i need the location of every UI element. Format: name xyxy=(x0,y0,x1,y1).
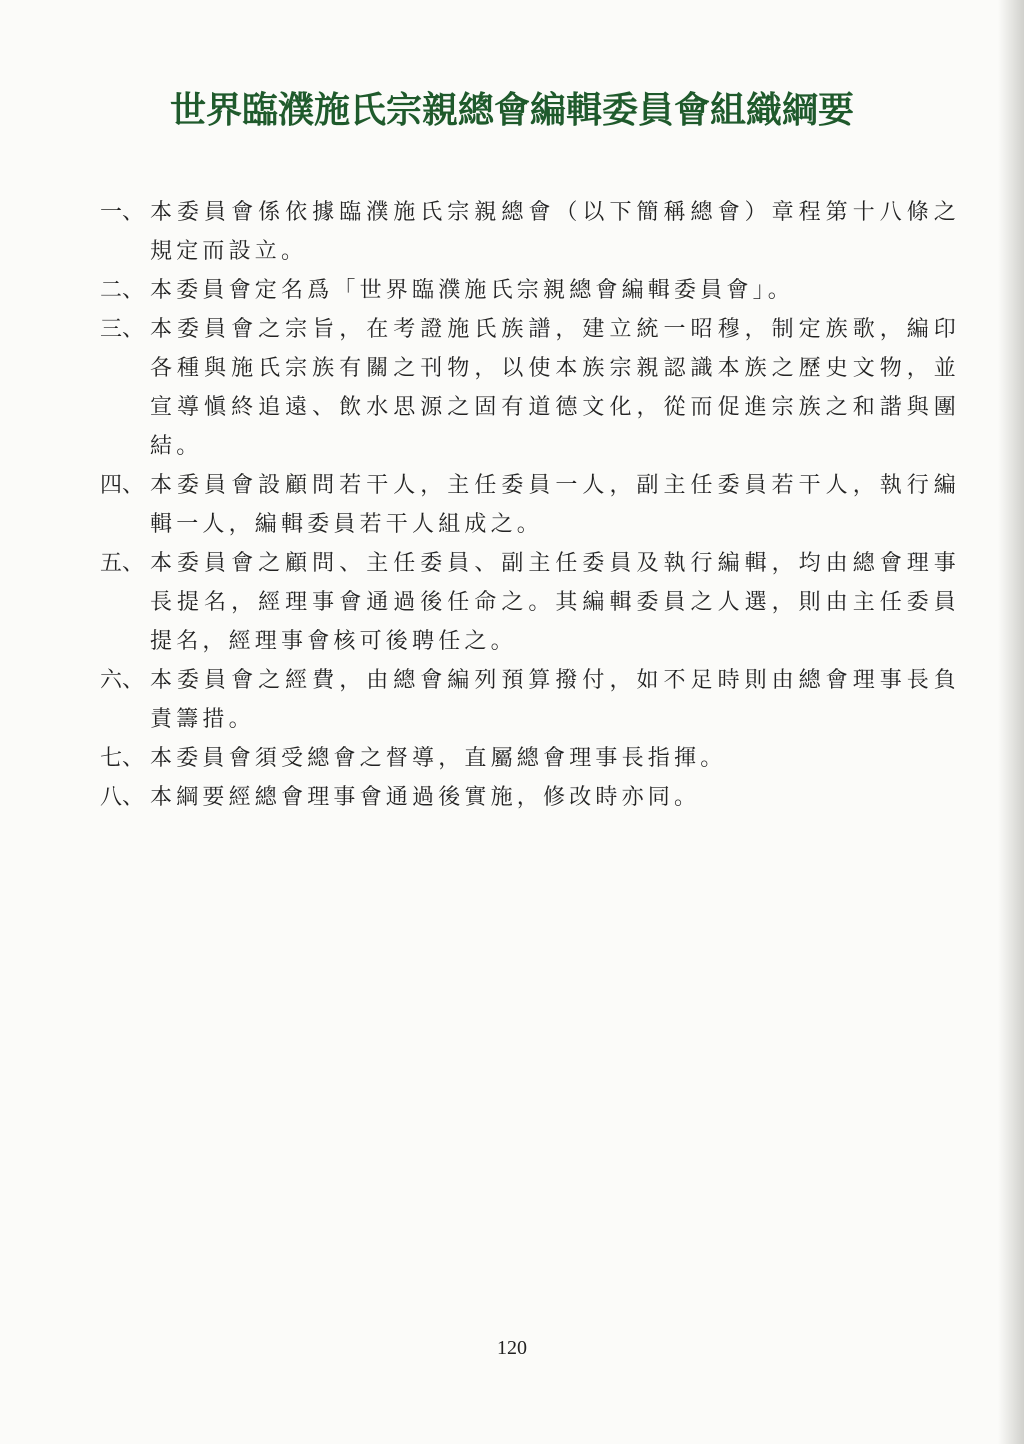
article-text: 本委員會須受總會之督導，直屬總會理事長指揮。 xyxy=(150,746,727,771)
article-number: 二、 xyxy=(100,278,145,303)
article-text: 本委員會之顧問、主任委員、副主任委員及執行編輯，均由總會理事長提名，經理事會通過後任命之。其編輯委員之人選，則由主任委員提名，經理事會核可後聘任之。 xyxy=(150,551,960,654)
article-text: 本委員會設顧問若干人，主任委員一人，副主任委員若干人，執行編輯一人，編輯委員若干人組成之。 xyxy=(150,473,960,537)
article-number: 六、 xyxy=(100,668,145,693)
article-list xyxy=(0,193,1024,817)
article-8 xyxy=(0,778,1024,817)
article-text: 本委員會之宗旨，在考證施氏族譜，建立統一昭穆，制定族歌，編印各種與施氏宗族有關之刊物，以使本族宗親認識本族之歷史文物，並宣導愼終追遠、飲水思源之固有道德文化，從而促進宗族之和諧與團結。 xyxy=(150,317,960,459)
article-text: 本綱要經總會理事會通過後實施，修改時亦同。 xyxy=(150,785,701,810)
page-number: 120 xyxy=(497,1337,527,1359)
article-text: 本委員會定名爲「世界臨濮施氏宗親總會編輯委員會」。 xyxy=(150,278,795,303)
article-number: 七、 xyxy=(100,746,145,771)
article-text: 本委員會之經費，由總會編列預算撥付，如不足時則由總會理事長負責籌措。 xyxy=(150,668,960,732)
article-number: 一、 xyxy=(100,200,145,225)
article-2 xyxy=(0,271,1024,310)
article-number: 五、 xyxy=(100,551,145,576)
article-text: 本委員會係依據臨濮施氏宗親總會（以下簡稱總會）章程第十八條之規定而設立。 xyxy=(150,200,960,264)
article-3 xyxy=(0,310,1024,466)
article-number: 四、 xyxy=(100,473,145,498)
article-6 xyxy=(0,661,1024,739)
article-number: 八、 xyxy=(100,785,145,810)
article-7 xyxy=(0,739,1024,778)
article-4 xyxy=(0,466,1024,544)
article-number: 三、 xyxy=(100,317,145,342)
article-5 xyxy=(0,544,1024,661)
article-1 xyxy=(0,193,1024,271)
page-title: 世界臨濮施氏宗親總會編輯委員會組織綱要 xyxy=(169,89,854,131)
